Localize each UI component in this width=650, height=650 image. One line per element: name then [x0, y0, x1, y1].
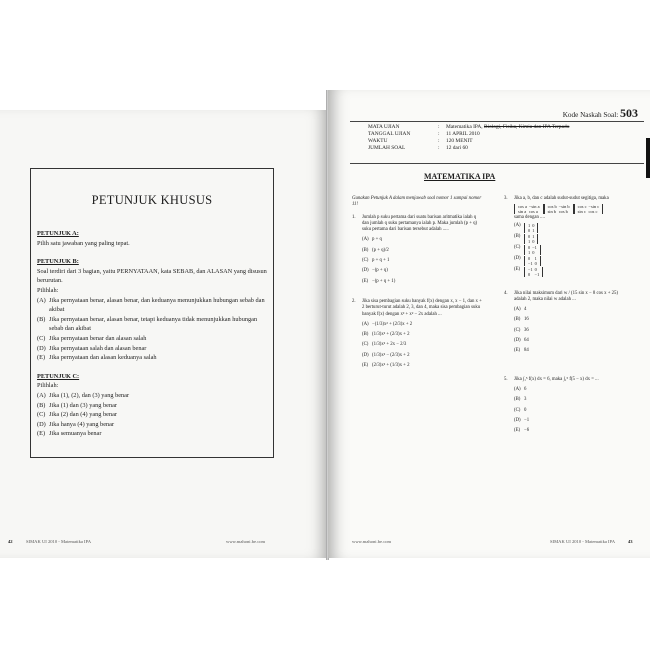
- item-key: (E): [37, 354, 46, 362]
- answer-option: [514, 397, 639, 403]
- option-text: 16: [524, 317, 529, 323]
- meta-colon: :: [438, 124, 440, 130]
- meta-rule: [350, 163, 644, 164]
- option-letter: (D): [514, 417, 521, 423]
- option-letter: (B): [362, 247, 369, 253]
- meta-label: JUMLAH SOAL: [368, 144, 406, 151]
- meta-value: Matematika IPA, Biologi, Fisika, Kimia dan IPA Terpadu: [446, 124, 570, 130]
- option-letter: (C): [362, 258, 369, 264]
- option-letter: (B): [514, 397, 521, 403]
- option-text: −6: [524, 428, 530, 434]
- option-text: p + q: [372, 237, 382, 243]
- answer-option: [514, 234, 639, 244]
- box-title: PETUNJUK KHUSUS: [91, 193, 213, 207]
- question-continuation: sama dengan ....: [514, 215, 545, 221]
- question-body: Jumlah p suku pertama dari suatu barisan aritmatika ialah q dan jumlah q suku pertamanya ialah p. Maka jumlah (p + q) suku pertama dari barisan tersebut adalah .....: [362, 214, 478, 233]
- question-continuation: adalah 2, maka nilai w adalah ...: [514, 296, 576, 302]
- meta-struck: Biologi, Fisika, Kimia dan IPA Terpadu: [483, 124, 570, 130]
- answer-option: [362, 258, 482, 264]
- right-footer-title: SIMAK UI 2010 - Matematika IPA: [550, 539, 616, 544]
- option-letter: (A): [514, 386, 521, 392]
- item-key: (A): [37, 296, 46, 304]
- meta-value: 12 dari 60: [446, 144, 468, 151]
- answer-option: [362, 332, 482, 338]
- petunjuk-a-text: Pilih satu jawaban yang paling tepat.: [37, 239, 130, 247]
- answer-option: [514, 267, 639, 277]
- list-item: [37, 391, 269, 401]
- option-text: (1/3)x² − (2/3)x + 2: [372, 352, 410, 358]
- petunjuk-b-title: PETUNJUK B:: [37, 258, 79, 266]
- exam-meta: [368, 124, 569, 152]
- question-text: [504, 196, 639, 202]
- answer-option: [514, 428, 639, 434]
- petunjuk-c-list: [37, 391, 269, 439]
- option-text: 6: [524, 386, 527, 392]
- question-number: 5.: [504, 376, 508, 382]
- option-letter: (B): [514, 317, 521, 323]
- answer-option: [362, 248, 482, 254]
- answer-option: [514, 245, 639, 255]
- option-text: 36: [524, 327, 529, 333]
- option-text: 4: [524, 307, 527, 313]
- option-letter: (B): [514, 233, 521, 239]
- question-body: Jika a, b, dan c adalah sudut-sudut segitiga, maka: [514, 196, 609, 201]
- list-item: [37, 296, 269, 315]
- question-number: 3.: [504, 196, 508, 201]
- meta-row: [368, 124, 569, 131]
- option-text: 84: [524, 348, 529, 354]
- option-letter: (D): [362, 268, 369, 274]
- item-text: Jika pernyataan benar, alasan benar, dan keduanya menunjukkan hubungan sebab dan akibat: [49, 296, 265, 314]
- option-letter: (E): [514, 266, 521, 272]
- matrix: cos a −sin a sin a cos a: [514, 204, 544, 214]
- option-text: 3: [524, 397, 527, 403]
- item-text: Jika pernyataan salah dan alasan benar: [49, 344, 147, 352]
- answer-option: [514, 223, 639, 233]
- question-3: [504, 196, 639, 277]
- answer-option: [514, 387, 639, 393]
- option-text: −(p + q + 1): [372, 278, 396, 284]
- option-letter: (E): [362, 278, 369, 284]
- option-text: −(1/3)x² + (2/3)x + 2: [372, 321, 413, 327]
- kode-label: Kode Naskah Soal:: [562, 111, 619, 119]
- option-letter: (E): [362, 363, 369, 369]
- question-number: 2.: [352, 298, 356, 304]
- list-item: [37, 344, 269, 354]
- item-text: Jika pernyataan benar, alasan benar, tetapi keduanya tidak menunjukkan hubungan sebab dan akibat: [49, 315, 258, 333]
- question-text: [352, 215, 482, 234]
- option-text: (p + q)/2: [372, 247, 389, 253]
- answer-option: [362, 268, 482, 274]
- matrix: −1 0 0 −1: [524, 267, 543, 277]
- right-footer-url: www.mahoni.be.com: [352, 539, 392, 544]
- list-item: [37, 429, 269, 439]
- question-number: 4.: [504, 290, 508, 296]
- question-5: [504, 377, 639, 435]
- answer-option: [514, 328, 639, 334]
- kode-naskah: [563, 106, 638, 121]
- question-text: [352, 299, 482, 318]
- option-letter: (E): [514, 348, 521, 354]
- page-edge-marker: [646, 138, 650, 178]
- list-item: [37, 410, 269, 420]
- matrix-product: [514, 204, 639, 214]
- option-letter: (C): [514, 327, 521, 333]
- question-body: Jika nilai maksimum dari w / (15 sin x − 8 cos x + 25): [514, 290, 619, 296]
- answer-option: [362, 353, 482, 359]
- petunjuk-b-pilihlah: Pilihlah:: [37, 286, 59, 294]
- option-text: 64: [524, 338, 529, 344]
- option-letter: (D): [514, 255, 521, 261]
- answer-option: [514, 338, 639, 344]
- item-text: Jika hanya (4) yang benar: [49, 420, 115, 428]
- option-letter: (C): [514, 407, 521, 413]
- option-text: −1: [524, 417, 530, 423]
- petunjuk-khusus-box: [30, 168, 274, 458]
- meta-colon: :: [438, 130, 440, 137]
- answer-option: [362, 322, 482, 328]
- petunjuk-c-pilihlah: Pilihlah:: [37, 382, 59, 390]
- left-footer-url: www.mahoni.be.com: [226, 539, 266, 544]
- item-text: Jika (2) dan (4) yang benar: [49, 411, 118, 419]
- question-2: [352, 299, 482, 369]
- section-title: MATEMATIKA IPA: [424, 172, 496, 181]
- item-key: (B): [37, 401, 46, 409]
- option-text: (1/3)x² + 2x − 2/3: [372, 342, 407, 348]
- matrix: 0 −1 1 0: [524, 245, 541, 255]
- book-spread: [0, 90, 650, 560]
- list-item: [37, 420, 269, 430]
- question-number: 1.: [352, 214, 356, 220]
- questions-right-column: [504, 196, 639, 434]
- item-key: (C): [37, 334, 46, 342]
- option-text: p + q + 1: [372, 258, 390, 264]
- list-item: [37, 401, 269, 411]
- option-letter: (C): [362, 342, 369, 348]
- answer-option: [514, 307, 639, 313]
- kode-value: 503: [620, 106, 638, 120]
- petunjuk-b-intro: Soal terdiri dari 3 bagian, yaitu PERNYATAAN, kata SEBAB, dan ALASAN yang disusun berurutan.: [37, 267, 267, 285]
- meta-row: [368, 131, 569, 138]
- right-page: [328, 90, 650, 558]
- option-text: (1/3)x² + (2/3)x + 2: [372, 332, 410, 338]
- option-letter: (E): [514, 428, 521, 434]
- question-text: [504, 377, 639, 383]
- answer-option: [514, 418, 639, 424]
- meta-colon: :: [438, 144, 440, 151]
- matrix: cos c −sin c sin c cos c: [574, 204, 604, 214]
- matrix: 0 1 1 0: [524, 234, 538, 244]
- option-letter: (D): [362, 352, 369, 358]
- meta-colon: :: [438, 137, 440, 144]
- question-4: [504, 291, 639, 355]
- meta-label: WAKTU: [368, 137, 388, 144]
- meta-value: 120 MENIT: [446, 137, 473, 144]
- item-key: (B): [37, 315, 46, 323]
- answer-option: [514, 408, 639, 414]
- list-item: [37, 353, 269, 363]
- option-letter: (A): [362, 237, 369, 243]
- option-text: −(p + q): [372, 268, 388, 274]
- matrix: 0 1 −1 0: [524, 256, 541, 266]
- item-key: (E): [37, 430, 46, 438]
- answer-option: [362, 342, 482, 348]
- question-body: Jika ∫₁⁵ f(x) dx = 6, maka ∫₁⁵ f(5 − x) dx = ...: [514, 376, 599, 382]
- item-text: Jika pernyataan benar dan alasan salah: [49, 334, 147, 342]
- option-letter: (A): [362, 321, 369, 327]
- item-text: Jika (1), (2), dan (3) yang benar: [49, 391, 130, 399]
- right-page-number: 43: [628, 539, 633, 544]
- item-key: (D): [37, 344, 46, 352]
- left-page-number: 42: [8, 539, 13, 544]
- answer-option: [362, 363, 482, 369]
- list-item: [37, 334, 269, 344]
- item-key: (A): [37, 391, 46, 399]
- option-text: 0: [524, 407, 527, 413]
- meta-row: [368, 138, 569, 145]
- option-text: (2/3)x² + (1/3)x + 2: [372, 363, 410, 369]
- petunjuk-b-list: [37, 296, 269, 363]
- answer-option: [362, 237, 482, 243]
- item-text: Jika (1) dan (3) yang benar: [49, 401, 118, 409]
- meta-label: MATA UJIAN: [368, 124, 400, 130]
- item-key: (C): [37, 411, 46, 419]
- option-letter: (A): [514, 222, 521, 228]
- meta-value: 11 APRIL 2010: [446, 130, 480, 137]
- matrix: cos b −sin b sin b cos b: [544, 204, 574, 214]
- item-text: Jika pernyataan dan alasan keduanya salah: [49, 354, 157, 362]
- left-page: [0, 110, 328, 558]
- question-body: Jika sisa pembagian suku banyak f(x) dengan x, x − 1, dan x + 2 berturut-turut adalah 2, 3, dan 4, maka sisa pembagian suku banyak f(x) dengan x³ + x² − 2x adalah ...: [362, 298, 482, 317]
- box-body: [37, 223, 269, 439]
- questions-left-column: [352, 196, 482, 369]
- header-rule: [350, 121, 644, 122]
- list-item: [37, 315, 269, 334]
- option-letter: (B): [362, 332, 369, 338]
- matrix: 1 0 0 1: [524, 223, 538, 233]
- petunjuk-a-title: PETUNJUK A:: [37, 230, 79, 237]
- option-letter: (C): [514, 244, 521, 250]
- left-footer-title: SIMAK UI 2010 - Matematika IPA: [26, 539, 92, 544]
- question-1: [352, 215, 482, 285]
- answer-option: [514, 256, 639, 266]
- meta-label: TANGGAL UJIAN: [368, 130, 411, 137]
- answer-option: [514, 317, 639, 323]
- petunjuk-c-title: PETUNJUK C:: [37, 372, 80, 380]
- option-letter: (A): [514, 307, 521, 313]
- meta-row: [368, 145, 569, 152]
- item-key: (D): [37, 420, 46, 428]
- instruction: Gunakan Petunjuk A dalam menjawab soal nomor 1 sampai nomor 11!: [352, 196, 482, 208]
- item-text: Jika semuanya benar: [49, 430, 102, 438]
- option-letter: (D): [514, 338, 521, 344]
